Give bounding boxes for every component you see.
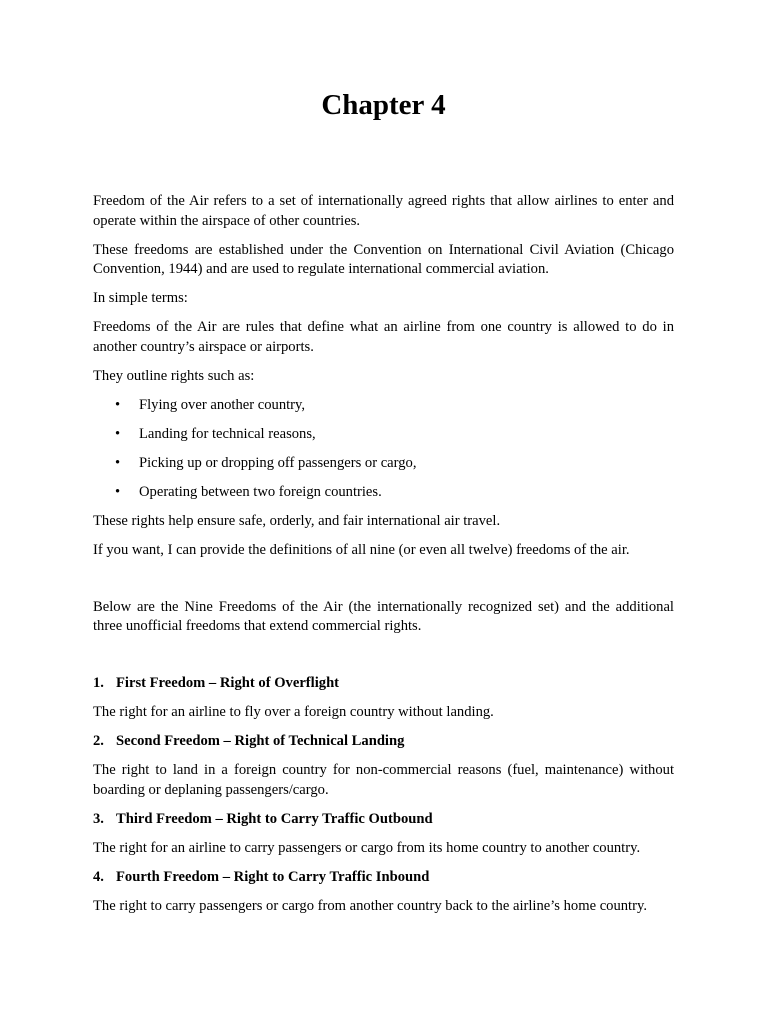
- list-item: [93, 425, 674, 445]
- freedom-number: 3.: [93, 810, 104, 827]
- intro-paragraph-3: In simple terms:: [93, 290, 188, 306]
- freedom-title: Fourth Freedom – Right to Carry Traffic Inbound: [116, 868, 430, 885]
- lead-in-paragraph: Below are the Nine Freedoms of the Air (the internationally recognized set) and the additional three unofficial freedoms that extend commercial rights.: [93, 598, 674, 634]
- freedom-number: 2.: [93, 733, 104, 749]
- intro-paragraph-2: These freedoms are established under the Convention on International Civil Aviation (Chicago Convention, 1944) and are used to regulate international commercial aviation.: [93, 241, 674, 277]
- freedom-section-4: [93, 868, 674, 917]
- list-item: [93, 483, 674, 503]
- rights-bullet-list: [93, 396, 674, 503]
- intro-paragraph-1: Freedom of the Air refers to a set of internationally agreed rights that allow airlines to enter and operate within the airspace of other countries.: [93, 193, 674, 229]
- intro-paragraph-7: If you want, I can provide the definitions of all nine (or even all twelve) freedoms of the air.: [93, 541, 630, 558]
- bullet-icon: •: [115, 425, 121, 442]
- list-item-text: Flying over another country,: [139, 396, 306, 413]
- freedom-heading: [93, 674, 674, 694]
- spacer: [93, 646, 674, 674]
- freedom-heading: [93, 810, 674, 830]
- chapter-title: Chapter 4: [321, 89, 446, 121]
- freedom-title: Third Freedom – Right to Carry Traffic Outbound: [116, 810, 433, 827]
- list-item-text: Picking up or dropping off passengers or cargo,: [139, 454, 417, 471]
- freedom-title: Second Freedom – Right of Technical Landing: [116, 733, 405, 749]
- freedom-section-1: [93, 674, 674, 723]
- freedom-description: The right to land in a foreign country for non-commercial reasons (fuel, maintenance) without boarding or deplaning passengers/cargo.: [93, 762, 674, 798]
- freedom-title: First Freedom – Right of Overflight: [116, 675, 340, 691]
- freedom-heading: [93, 868, 674, 888]
- intro-paragraph-5: They outline rights such as:: [93, 367, 255, 384]
- intro-paragraph-6: These rights help ensure safe, orderly, and fair international air travel.: [93, 512, 501, 529]
- document-body: [93, 192, 674, 926]
- bullet-icon: •: [115, 396, 121, 413]
- freedom-section-2: [93, 732, 674, 800]
- intro-paragraph-4: Freedoms of the Air are rules that define what an airline from one country is allowed to do in another country’s airspace or airports.: [93, 319, 674, 355]
- list-item-text: Landing for technical reasons,: [139, 425, 316, 442]
- list-item: [93, 454, 674, 474]
- list-item: [93, 396, 674, 416]
- freedom-description: The right to carry passengers or cargo from another country back to the airline’s home country.: [93, 897, 647, 914]
- bullet-icon: •: [115, 483, 121, 500]
- bullet-icon: •: [115, 454, 121, 471]
- freedom-number: 4.: [93, 868, 104, 885]
- freedom-section-3: [93, 810, 674, 859]
- list-item-text: Operating between two foreign countries.: [139, 483, 382, 500]
- freedom-description: The right for an airline to carry passengers or cargo from its home country to another country.: [93, 839, 641, 856]
- freedom-heading: [93, 732, 674, 752]
- freedom-description: The right for an airline to fly over a foreign country without landing.: [93, 704, 494, 720]
- freedom-number: 1.: [93, 675, 104, 691]
- spacer: [93, 570, 674, 598]
